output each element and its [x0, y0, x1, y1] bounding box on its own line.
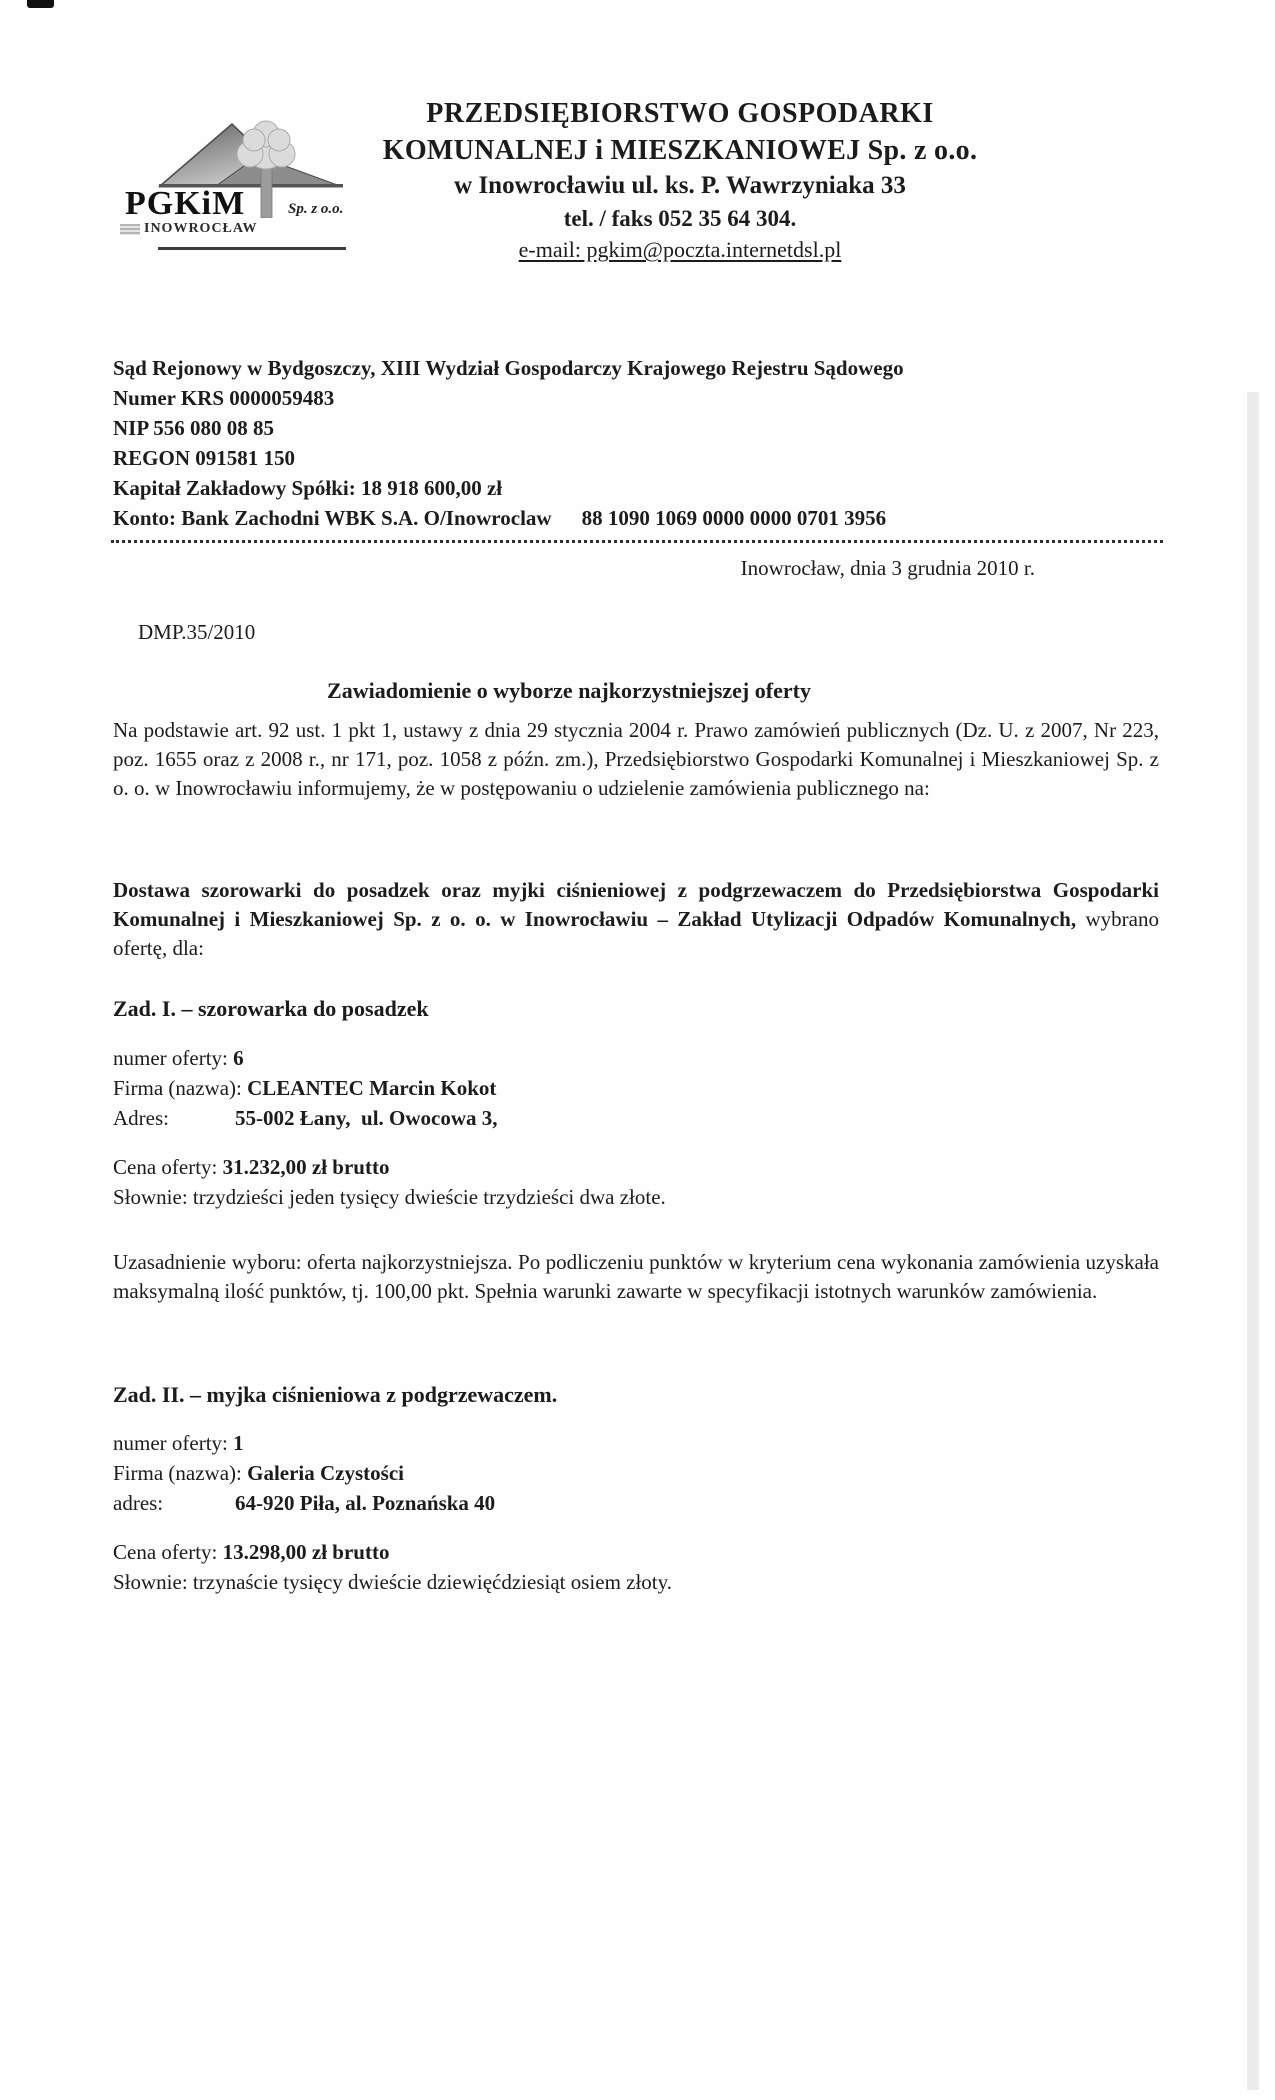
task2-address-row — [113, 1488, 1159, 1518]
company-name-line2: KOMUNALNEJ i MIESZKANIOWEJ Sp. z o.o. — [382, 135, 978, 166]
logo-underline — [158, 247, 346, 250]
task2-company-row — [113, 1458, 1159, 1488]
task2-heading: Zad. II. – myjka ciśnieniowa z podgrzewaczem. — [113, 1382, 558, 1407]
place-and-date: Inowrocław, dnia 3 grudnia 2010 r. — [740, 556, 1035, 580]
subject-bold-text: Dostawa szorowarki do posadzek oraz myjki ciśnieniowej z podgrzewaczem do Przedsiębiorstwa Gospodarki Komunalnej i Mieszkaniowej Sp. z o. o. w Inowrocławiu – Zakład Utylizacji Odpadów Komunalnych, — [113, 878, 1159, 931]
dotted-separator — [111, 540, 1163, 543]
task1-price-words: Słownie: trzydzieści jeden tysięcy dwieście trzydzieści dwa złote. — [113, 1185, 666, 1209]
address-label: adres: — [113, 1491, 164, 1515]
company-address-line: w Inowrocławiu ul. ks. P. Wawrzyniaka 33 — [454, 172, 906, 199]
company-email: e-mail: pgkim@poczta.internetdsl.pl — [518, 237, 842, 262]
logo-city-label: INOWROCŁAW — [144, 221, 258, 236]
offer-number-value: 1 — [233, 1431, 244, 1455]
task1-company-row — [113, 1073, 1159, 1103]
task1-justification-paragraph: Uzasadnienie wyboru: oferta najkorzystniejsza. Po podliczeniu punktów w kryterium cena wykonania zamówienia uzyskała maksymalną ilość punktów, tj. 100,00 pkt. Spełnia warunki zawarte w specyfikacji istotnych warunków zamówienia. — [113, 1250, 1159, 1303]
task1-price-block — [113, 1152, 1159, 1212]
price-value: 13.298,00 zł brutto — [222, 1540, 390, 1564]
registry-court: Sąd Rejonowy w Bydgoszczy, XIII Wydział Gospodarczy Krajowego Rejestru Sądowego — [113, 356, 904, 380]
task1-offer-number-row — [113, 1043, 1159, 1073]
registry-info — [113, 353, 1173, 533]
logo-city-row — [120, 221, 257, 237]
task1-price-row — [113, 1152, 1159, 1182]
document-title: Zawiadomienie o wyborze najkorzystniejszej oferty — [327, 678, 811, 703]
offer-number-value: 6 — [233, 1046, 244, 1070]
task2-price-words: Słownie: trzynaście tysięcy dwieście dziewięćdziesiąt osiem złoty. — [113, 1570, 673, 1594]
price-label: Cena oferty: — [113, 1540, 223, 1564]
logo-acronym: PGKiM — [125, 185, 246, 222]
task1-address-row — [113, 1103, 1159, 1133]
bank-account-number: 88 1090 1069 0000 0000 0701 3956 — [581, 506, 887, 530]
registry-capital: Kapitał Zakładowy Spółki: 18 918 600,00 zł — [113, 476, 503, 500]
subject-tail-text: wybrano ofertę, dla: — [113, 907, 1159, 960]
bank-account-label: Konto: Bank Zachodni WBK S.A. O/Inowroclaw — [113, 506, 552, 530]
price-label: Cena oferty: — [113, 1155, 223, 1179]
registry-krs: Numer KRS 0000059483 — [113, 386, 335, 410]
scan-edge-shadow — [1247, 392, 1259, 2090]
task2-price-block — [113, 1537, 1159, 1597]
registry-regon: REGON 091581 150 — [113, 446, 296, 470]
company-value: CLEANTEC Marcin Kokot — [247, 1076, 497, 1100]
registry-nip: NIP 556 080 08 85 — [113, 416, 275, 440]
company-value: Galeria Czystości — [247, 1461, 404, 1485]
task2-price-row — [113, 1537, 1159, 1567]
company-name-line1: PRZEDSIĘBIORSTWO GOSPODARKI — [426, 98, 934, 129]
company-label: Firma (nazwa): — [113, 1076, 248, 1100]
reference-number: DMP.35/2010 — [138, 620, 256, 644]
letterhead — [340, 98, 1020, 263]
task2-offer-details — [113, 1428, 1159, 1518]
company-label: Firma (nazwa): — [113, 1461, 248, 1485]
address-value: 55-002 Łany, ul. Owocowa 3, — [235, 1106, 498, 1130]
address-label: Adres: — [113, 1106, 169, 1130]
company-phone: tel. / faks 052 35 64 304. — [563, 206, 797, 231]
task1-offer-details — [113, 1043, 1159, 1133]
task1-heading: Zad. I. – szorowarka do posadzek — [113, 996, 429, 1021]
offer-number-label: numer oferty: — [113, 1046, 234, 1070]
legal-basis-paragraph: Na podstawie art. 92 ust. 1 pkt 1, ustawy z dnia 29 stycznia 2004 r. Prawo zamówień publicznych (Dz. U. z 2007, Nr 223, poz. 1655 oraz z 2008 r., nr 171, poz. 1058 z późn. zm.), Przedsiębiorstwo Gospodarki Komunalnej i Mieszkaniowej Sp. z o. o. w Inowrocławiu informujemy, że w postępowaniu o udzielenie zamówienia publicznego na: — [113, 718, 1159, 800]
offer-number-label: numer oferty: — [113, 1431, 234, 1455]
registry-bank-account — [113, 503, 1173, 533]
logo-stripe-block — [120, 224, 140, 235]
scan-corner-artifact — [27, 0, 54, 8]
price-value: 31.232,00 zł brutto — [222, 1155, 390, 1179]
address-value: 64-920 Piła, al. Poznańska 40 — [235, 1491, 496, 1515]
company-logo — [120, 95, 360, 260]
logo-company-suffix: Sp. z o.o. — [288, 201, 344, 217]
task2-offer-number-row — [113, 1428, 1159, 1458]
procurement-subject-paragraph — [113, 876, 1159, 963]
